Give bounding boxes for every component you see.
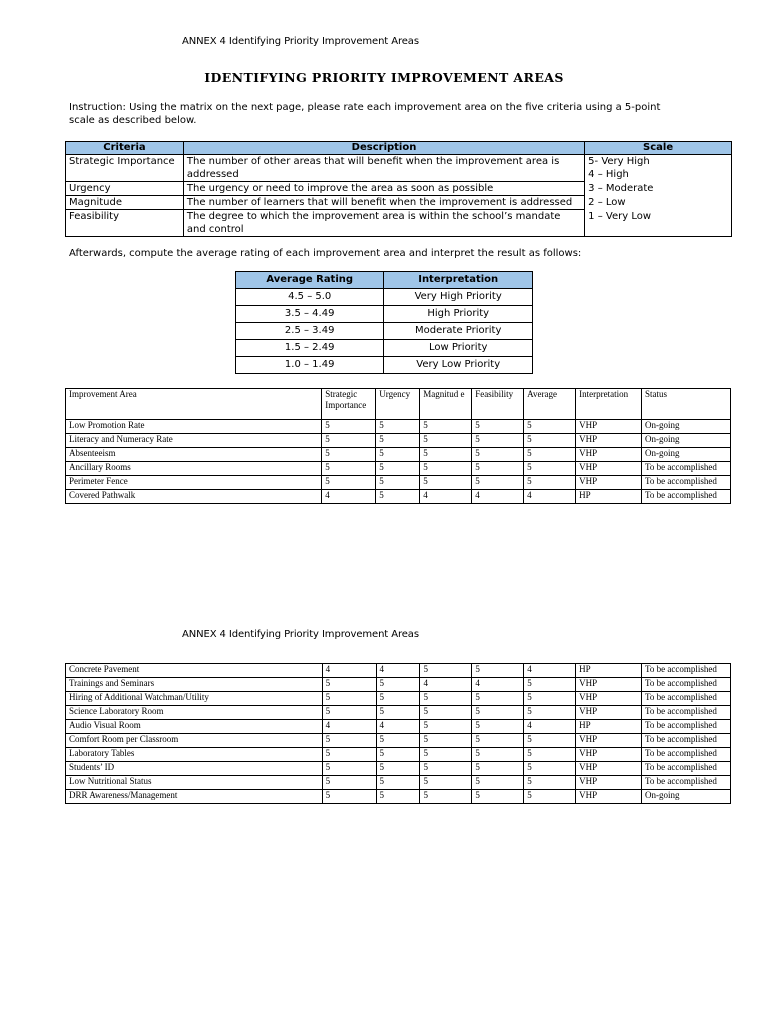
matrix-header: Interpretation [576, 389, 642, 420]
criteria-header: Criteria [66, 142, 184, 155]
matrix-cell: 5 [376, 476, 420, 490]
matrix-cell: Comfort Room per Classroom [66, 734, 323, 748]
rating-range-cell: 2.5 – 3.49 [236, 323, 384, 340]
matrix-cell: 5 [472, 448, 524, 462]
matrix-cell: 4 [524, 490, 576, 504]
table-row [66, 678, 731, 692]
scale-cell: 5- Very High 4 – High [585, 155, 732, 182]
matrix-cell: HP [576, 490, 642, 504]
rating-interpretation-cell: Very Low Priority [384, 357, 533, 374]
matrix-cell: VHP [576, 678, 642, 692]
description-cell: The degree to which the improvement area is within the school’s mandate and control [183, 210, 584, 237]
matrix-cell: DRR Awareness/Management [66, 790, 323, 804]
matrix-cell: 5 [420, 776, 472, 790]
matrix-cell: 5 [322, 776, 376, 790]
table-row [66, 434, 731, 448]
table-row [66, 448, 731, 462]
matrix-cell: 5 [322, 734, 376, 748]
matrix-cell: 5 [472, 420, 524, 434]
matrix-cell: 5 [376, 776, 420, 790]
matrix-cell: 5 [376, 734, 420, 748]
criteria-table [65, 141, 732, 237]
matrix-cell: Audio Visual Room [66, 720, 323, 734]
rating-row [236, 340, 533, 357]
matrix-cell: 5 [420, 462, 472, 476]
matrix-cell: 5 [420, 664, 472, 678]
matrix-cell: 5 [472, 434, 524, 448]
matrix-cell: 5 [524, 462, 576, 476]
matrix-cell: 5 [524, 762, 576, 776]
matrix-cell: 5 [524, 748, 576, 762]
matrix-cell: To be accomplished [642, 476, 731, 490]
matrix-cell: Concrete Pavement [66, 664, 323, 678]
matrix-cell: 5 [420, 434, 472, 448]
matrix-cell: To be accomplished [642, 706, 731, 720]
table-row [66, 664, 731, 678]
matrix-cell: 5 [420, 762, 472, 776]
description-cell: The urgency or need to improve the area as soon as possible [183, 182, 584, 196]
matrix-cell: To be accomplished [642, 664, 731, 678]
matrix-cell: 5 [524, 706, 576, 720]
table-row [66, 462, 731, 476]
rating-row [236, 289, 533, 306]
scale-cell: 1 – Very Low [585, 210, 732, 237]
matrix-cell: 5 [420, 692, 472, 706]
matrix-cell: VHP [576, 706, 642, 720]
matrix-cell: 4 [376, 664, 420, 678]
matrix-cell: 4 [524, 720, 576, 734]
matrix-cell: VHP [576, 748, 642, 762]
matrix-cell: Science Laboratory Room [66, 706, 323, 720]
matrix-cell: 5 [420, 476, 472, 490]
matrix-cell: To be accomplished [642, 720, 731, 734]
matrix-cell: To be accomplished [642, 490, 731, 504]
rating-range-cell: 1.5 – 2.49 [236, 340, 384, 357]
matrix-header: Urgency [376, 389, 420, 420]
table-row [66, 776, 731, 790]
page-title: IDENTIFYING PRIORITY IMPROVEMENT AREAS [204, 70, 564, 85]
matrix-cell: VHP [576, 448, 642, 462]
table-row [66, 790, 731, 804]
matrix-cell: To be accomplished [642, 734, 731, 748]
matrix-cell: To be accomplished [642, 776, 731, 790]
matrix-cell: To be accomplished [642, 762, 731, 776]
rating-interpretation-cell: Low Priority [384, 340, 533, 357]
matrix-cell: VHP [576, 776, 642, 790]
matrix-cell: 5 [376, 790, 420, 804]
matrix-cell: 5 [322, 462, 376, 476]
table-row [66, 720, 731, 734]
matrix-cell: 5 [322, 476, 376, 490]
rating-interpretation-cell: Very High Priority [384, 289, 533, 306]
criteria-cell: Strategic Importance [66, 155, 184, 182]
matrix-cell: 5 [472, 762, 524, 776]
interpretation-header: Interpretation [384, 272, 533, 289]
matrix-cell: 5 [524, 448, 576, 462]
matrix-cell: VHP [576, 734, 642, 748]
matrix-cell: 5 [420, 420, 472, 434]
matrix-cell: Students’ ID [66, 762, 323, 776]
matrix-cell: 5 [420, 706, 472, 720]
matrix-cell: 4 [420, 678, 472, 692]
annex-header-page2: ANNEX 4 Identifying Priority Improvement Areas [182, 629, 419, 640]
rating-table [235, 271, 533, 374]
matrix-cell: 4 [376, 720, 420, 734]
matrix-cell: VHP [576, 476, 642, 490]
improvement-matrix-page1 [65, 388, 731, 504]
matrix-cell: 5 [472, 692, 524, 706]
matrix-cell: Covered Pathwalk [66, 490, 322, 504]
matrix-cell: VHP [576, 420, 642, 434]
rating-range-cell: 1.0 – 1.49 [236, 357, 384, 374]
matrix-cell: 5 [472, 476, 524, 490]
matrix-cell: 5 [376, 762, 420, 776]
matrix-cell: HP [576, 720, 642, 734]
matrix-cell: 5 [472, 790, 524, 804]
matrix-cell: HP [576, 664, 642, 678]
matrix-cell: On-going [642, 448, 731, 462]
matrix-cell: To be accomplished [642, 748, 731, 762]
annex-header: ANNEX 4 Identifying Priority Improvement Areas [182, 36, 419, 47]
matrix-cell: 5 [420, 720, 472, 734]
matrix-cell: Ancillary Rooms [66, 462, 322, 476]
matrix-cell: 5 [322, 678, 376, 692]
matrix-cell: 5 [322, 748, 376, 762]
matrix-cell: 5 [376, 678, 420, 692]
matrix-cell: 5 [376, 490, 420, 504]
table-row [66, 476, 731, 490]
matrix-cell: 5 [376, 692, 420, 706]
matrix-cell: 5 [524, 476, 576, 490]
matrix-cell: 5 [322, 420, 376, 434]
matrix-cell: 5 [322, 706, 376, 720]
rating-range-cell: 3.5 – 4.49 [236, 306, 384, 323]
table-row [66, 748, 731, 762]
matrix-cell: Laboratory Tables [66, 748, 323, 762]
rating-interpretation-cell: High Priority [384, 306, 533, 323]
matrix-header: Average [524, 389, 576, 420]
matrix-cell: 5 [472, 462, 524, 476]
matrix-cell: 5 [472, 664, 524, 678]
rating-interpretation-cell: Moderate Priority [384, 323, 533, 340]
matrix-cell: Trainings and Seminars [66, 678, 323, 692]
rating-row [236, 357, 533, 374]
table-row [66, 762, 731, 776]
matrix-cell: 5 [524, 692, 576, 706]
matrix-cell: To be accomplished [642, 692, 731, 706]
matrix-cell: VHP [576, 762, 642, 776]
matrix-cell: 5 [420, 448, 472, 462]
table-row [66, 734, 731, 748]
matrix-cell: 4 [472, 678, 524, 692]
description-cell: The number of learners that will benefit when the improvement is addressed [183, 196, 584, 210]
matrix-cell: 5 [322, 762, 376, 776]
matrix-cell: VHP [576, 462, 642, 476]
matrix-cell: 4 [472, 490, 524, 504]
criteria-cell: Magnitude [66, 196, 184, 210]
matrix-cell: 5 [376, 434, 420, 448]
matrix-cell: 5 [376, 448, 420, 462]
matrix-cell: Low Promotion Rate [66, 420, 322, 434]
matrix-cell: 5 [524, 434, 576, 448]
afterwards-text: Afterwards, compute the average rating of each improvement area and interpret the result as follows: [69, 248, 582, 259]
matrix-cell: 5 [376, 706, 420, 720]
improvement-matrix-page2 [65, 663, 731, 804]
matrix-cell: 5 [472, 776, 524, 790]
description-header: Description [183, 142, 584, 155]
criteria-cell: Feasibility [66, 210, 184, 237]
matrix-header: Feasibility [472, 389, 524, 420]
instruction-text: Instruction: Using the matrix on the next page, please rate each improvement area on the five criteria using a 5-point scale as described below. [69, 102, 661, 126]
matrix-cell: Perimeter Fence [66, 476, 322, 490]
matrix-cell: 5 [420, 734, 472, 748]
matrix-cell: To be accomplished [642, 678, 731, 692]
table-row [66, 692, 731, 706]
matrix-cell: 5 [420, 748, 472, 762]
matrix-cell: 4 [420, 490, 472, 504]
matrix-cell: 5 [524, 678, 576, 692]
scale-header: Scale [585, 142, 732, 155]
matrix-cell: To be accomplished [642, 462, 731, 476]
matrix-cell: 5 [524, 776, 576, 790]
matrix-cell: 4 [322, 664, 376, 678]
matrix-cell: Hiring of Additional Watchman/Utility [66, 692, 323, 706]
matrix-cell: On-going [642, 420, 731, 434]
table-row [66, 706, 731, 720]
matrix-cell: VHP [576, 692, 642, 706]
table-row [66, 420, 731, 434]
matrix-cell: 5 [420, 790, 472, 804]
matrix-cell: Absenteeism [66, 448, 322, 462]
matrix-cell: 5 [524, 734, 576, 748]
matrix-header: Strategic Importance [322, 389, 376, 420]
rating-row [236, 323, 533, 340]
matrix-cell: Literacy and Numeracy Rate [66, 434, 322, 448]
matrix-header: Status [642, 389, 731, 420]
matrix-cell: 5 [322, 434, 376, 448]
matrix-header: Improvement Area [66, 389, 322, 420]
matrix-cell: 5 [524, 420, 576, 434]
average-rating-header: Average Rating [236, 272, 384, 289]
matrix-cell: On-going [642, 434, 731, 448]
matrix-cell: 5 [472, 706, 524, 720]
matrix-cell: 5 [376, 748, 420, 762]
matrix-cell: VHP [576, 790, 642, 804]
scale-cell: 3 – Moderate [585, 182, 732, 196]
matrix-cell: Low Nutritional Status [66, 776, 323, 790]
matrix-cell: On-going [642, 790, 731, 804]
rating-range-cell: 4.5 – 5.0 [236, 289, 384, 306]
matrix-cell: 4 [524, 664, 576, 678]
matrix-cell: 5 [524, 790, 576, 804]
matrix-cell: 5 [376, 420, 420, 434]
matrix-header: Magnitud e [420, 389, 472, 420]
scale-cell: 2 – Low [585, 196, 732, 210]
matrix-cell: 5 [322, 790, 376, 804]
matrix-cell: VHP [576, 434, 642, 448]
matrix-cell: 5 [472, 748, 524, 762]
table-row [66, 490, 731, 504]
rating-row [236, 306, 533, 323]
matrix-cell: 5 [376, 462, 420, 476]
matrix-cell: 4 [322, 490, 376, 504]
matrix-cell: 5 [322, 692, 376, 706]
description-cell: The number of other areas that will benefit when the improvement area is addressed [183, 155, 584, 182]
matrix-cell: 5 [472, 720, 524, 734]
matrix-cell: 5 [472, 734, 524, 748]
matrix-cell: 5 [322, 448, 376, 462]
criteria-cell: Urgency [66, 182, 184, 196]
matrix-cell: 4 [322, 720, 376, 734]
